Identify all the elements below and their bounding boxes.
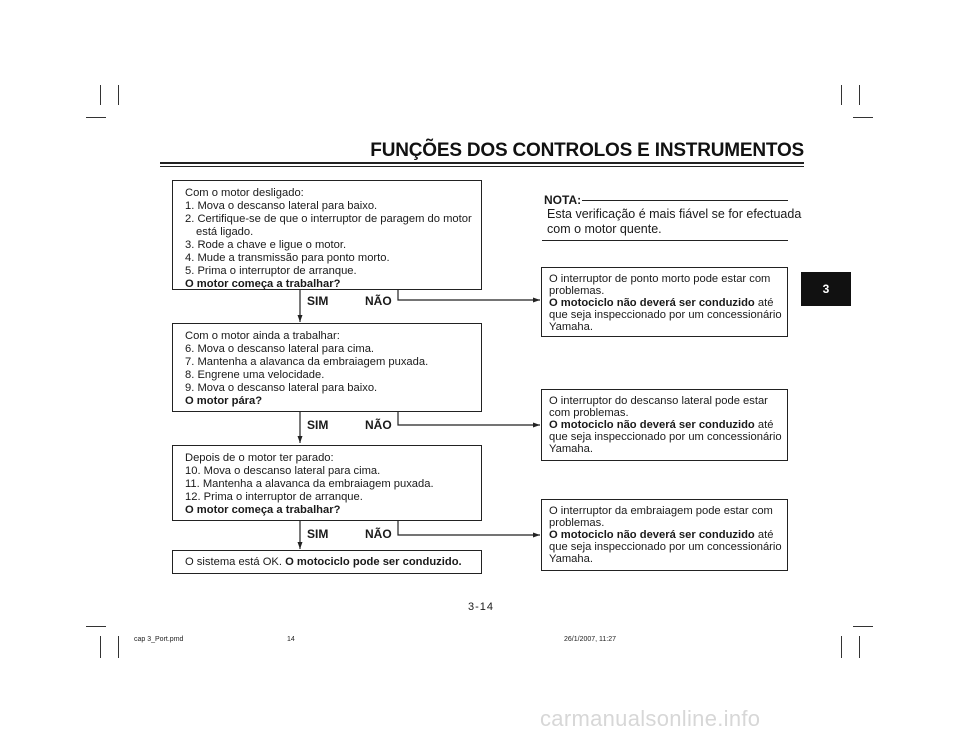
step-line: 6. Mova o descanso lateral para cima. bbox=[185, 343, 375, 355]
chapter-tab: 3 bbox=[801, 272, 851, 306]
step-line: 1. Mova o descanso lateral para baixo. bbox=[185, 200, 378, 212]
flow-step-1 bbox=[172, 180, 482, 290]
note-label: NOTA: bbox=[544, 193, 582, 207]
note-rule-top bbox=[582, 200, 788, 201]
warning-text: O motociclo não deverá ser conduzido bbox=[549, 419, 755, 431]
step-line: Depois de o motor ter parado: bbox=[185, 452, 334, 464]
flow-step-2 bbox=[172, 323, 482, 412]
note-line: com o motor quente. bbox=[547, 222, 662, 236]
step-line: 9. Mova o descanso lateral para baixo. bbox=[185, 382, 378, 394]
flow-result-ok bbox=[172, 550, 482, 574]
step-line: está ligado. bbox=[196, 226, 254, 238]
yes-label: SIM bbox=[307, 527, 329, 541]
warning-text: O motociclo não deverá ser conduzido bbox=[549, 297, 755, 309]
step-line: 11. Mantenha a alavanca da embraiagem puxada. bbox=[185, 478, 434, 490]
step-line: 8. Engrene uma velocidade. bbox=[185, 369, 325, 381]
flow-arrow-no bbox=[398, 520, 540, 535]
footer-date: 26/1/2007, 11:27 bbox=[564, 636, 617, 643]
step-line: 7. Mantenha a alavanca da embraiagem puxada. bbox=[185, 356, 429, 368]
no-label: NÃO bbox=[365, 527, 392, 541]
step-question: O motor pára? bbox=[185, 395, 263, 407]
ok-text-bold: O motociclo pode ser conduzido. bbox=[285, 556, 462, 568]
step-question: O motor começa a trabalhar? bbox=[185, 278, 341, 290]
step-line: Com o motor desligado: bbox=[185, 187, 304, 199]
warning-text: O motociclo não deverá ser conduzido bbox=[549, 529, 755, 541]
flow-step-3 bbox=[172, 445, 482, 521]
flow-arrow-no bbox=[398, 412, 540, 425]
result-box-clutch-switch: O interruptor da embraiagem pode estar com problemas. O motociclo não deverá ser conduzido até que seja inspeccionado por um concessionário Yamaha. bbox=[541, 499, 788, 571]
yes-label: SIM bbox=[307, 418, 329, 432]
step-line: 5. Prima o interruptor de arranque. bbox=[185, 265, 357, 277]
no-label: NÃO bbox=[365, 418, 392, 432]
no-label: NÃO bbox=[365, 294, 392, 308]
yes-label: SIM bbox=[307, 294, 329, 308]
result-box-neutral-switch: O interruptor de ponto morto pode estar com problemas. O motociclo não deverá ser conduzido até que seja inspeccionado por um concessionário Yamaha. bbox=[541, 267, 788, 337]
step-line: Com o motor ainda a trabalhar: bbox=[185, 330, 340, 342]
footer-file: cap 3_Port.pmd bbox=[134, 636, 184, 643]
note-rule-bottom bbox=[542, 240, 788, 241]
note-line: Esta verificação é mais fiável se for efectuada bbox=[547, 207, 802, 221]
result-box-sidestand-switch: O interruptor do descanso lateral pode estar com problemas. O motociclo não deverá ser conduzido até que seja inspeccionado por um concessionário Yamaha. bbox=[541, 389, 788, 461]
watermark: carmanualsonline.info bbox=[540, 706, 761, 731]
step-line: 2. Certifique-se de que o interruptor de paragem do motor bbox=[185, 213, 472, 225]
ok-text: O sistema está OK. bbox=[185, 556, 282, 568]
step-line: 10. Mova o descanso lateral para cima. bbox=[185, 465, 381, 477]
step-line: 4. Mude a transmissão para ponto morto. bbox=[185, 252, 390, 264]
step-question: O motor começa a trabalhar? bbox=[185, 504, 341, 516]
note-text bbox=[547, 207, 801, 237]
footer-page: 14 bbox=[287, 636, 295, 643]
page-number: 3-14 bbox=[468, 601, 495, 613]
step-line: 12. Prima o interruptor de arranque. bbox=[185, 491, 363, 503]
page-title: FUNÇÕES DOS CONTROLOS E INSTRUMENTOS bbox=[370, 140, 804, 161]
step-line: 3. Rode a chave e ligue o motor. bbox=[185, 239, 347, 251]
